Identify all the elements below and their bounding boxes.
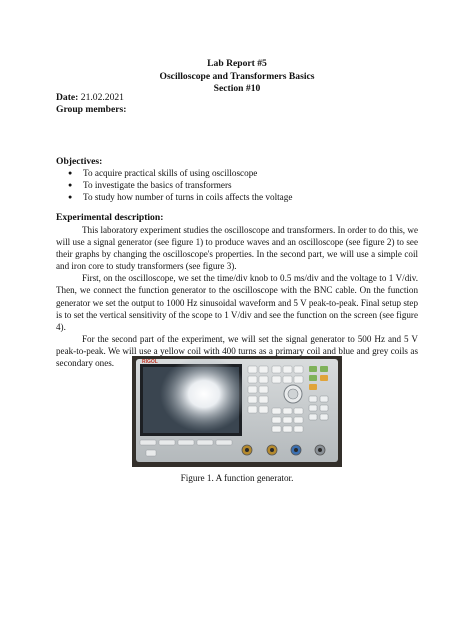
list-item — [56, 179, 292, 191]
date-line — [56, 92, 126, 104]
report-header — [0, 58, 474, 96]
objective-text: To acquire practical skills of using oscilloscope — [83, 168, 258, 178]
experimental-title: Experimental description: — [56, 212, 164, 223]
paragraph: This laboratory experiment studies the oscilloscope and transformers. In order to do this, we will use a signal generator (see figure 1) to produce waves and an oscilloscope (see figure 2) to see their graphs by changing the oscilloscope's properties. In the second part, we will use a simple coil and iron core to study transformers (see figure 3). — [56, 225, 418, 272]
date-label: Date: — [56, 92, 79, 103]
date-value: 21.02.2021 — [80, 92, 124, 103]
rigol-logo: RIGOL — [142, 359, 158, 365]
group-members-label: Group members: — [56, 104, 127, 115]
report-subtitle: Oscilloscope and Transformers Basics — [159, 70, 315, 82]
bullet-icon: ● — [68, 169, 73, 177]
paragraph: For the second part of the experiment, we will set the signal generator to 500 Hz and 5 V peak-to-peak. We will use a yellow coil with 400 turns as a primary coil and blue and grey coils as secondary ones. — [56, 333, 418, 369]
report-section: Section #10 — [213, 83, 261, 94]
function-generator-photo — [132, 356, 342, 467]
list-item — [56, 167, 292, 179]
report-title: Lab Report #5 — [207, 58, 267, 69]
report-meta — [56, 92, 126, 116]
group-members-line — [56, 104, 126, 116]
bullet-icon: ● — [68, 181, 73, 190]
objectives-list — [56, 167, 292, 204]
experimental-body — [56, 224, 418, 369]
paragraph: First, on the oscilloscope, we set the time/div knob to 0.5 ms/div and the voltage to 1 V/div. Then, we connect the function generator to the oscilloscope with the BNC cable. On the function generator we set the output to 1000 Hz sinusoidal waveform and 5 V peak-to-peak. Final setup step is to set the vertical sensitivity of the scope to 1 V/div and see the function on the screen (see figure 4). — [56, 273, 418, 332]
objective-text: To study how number of turns in coils affects the voltage — [83, 192, 293, 203]
objective-text: To investigate the basics of transformers — [83, 180, 232, 191]
figure-caption: Figure 1. A function generator. — [180, 473, 294, 483]
list-item — [56, 191, 292, 203]
bullet-icon: ● — [68, 193, 73, 202]
objectives-title: Objectives: — [56, 156, 103, 167]
